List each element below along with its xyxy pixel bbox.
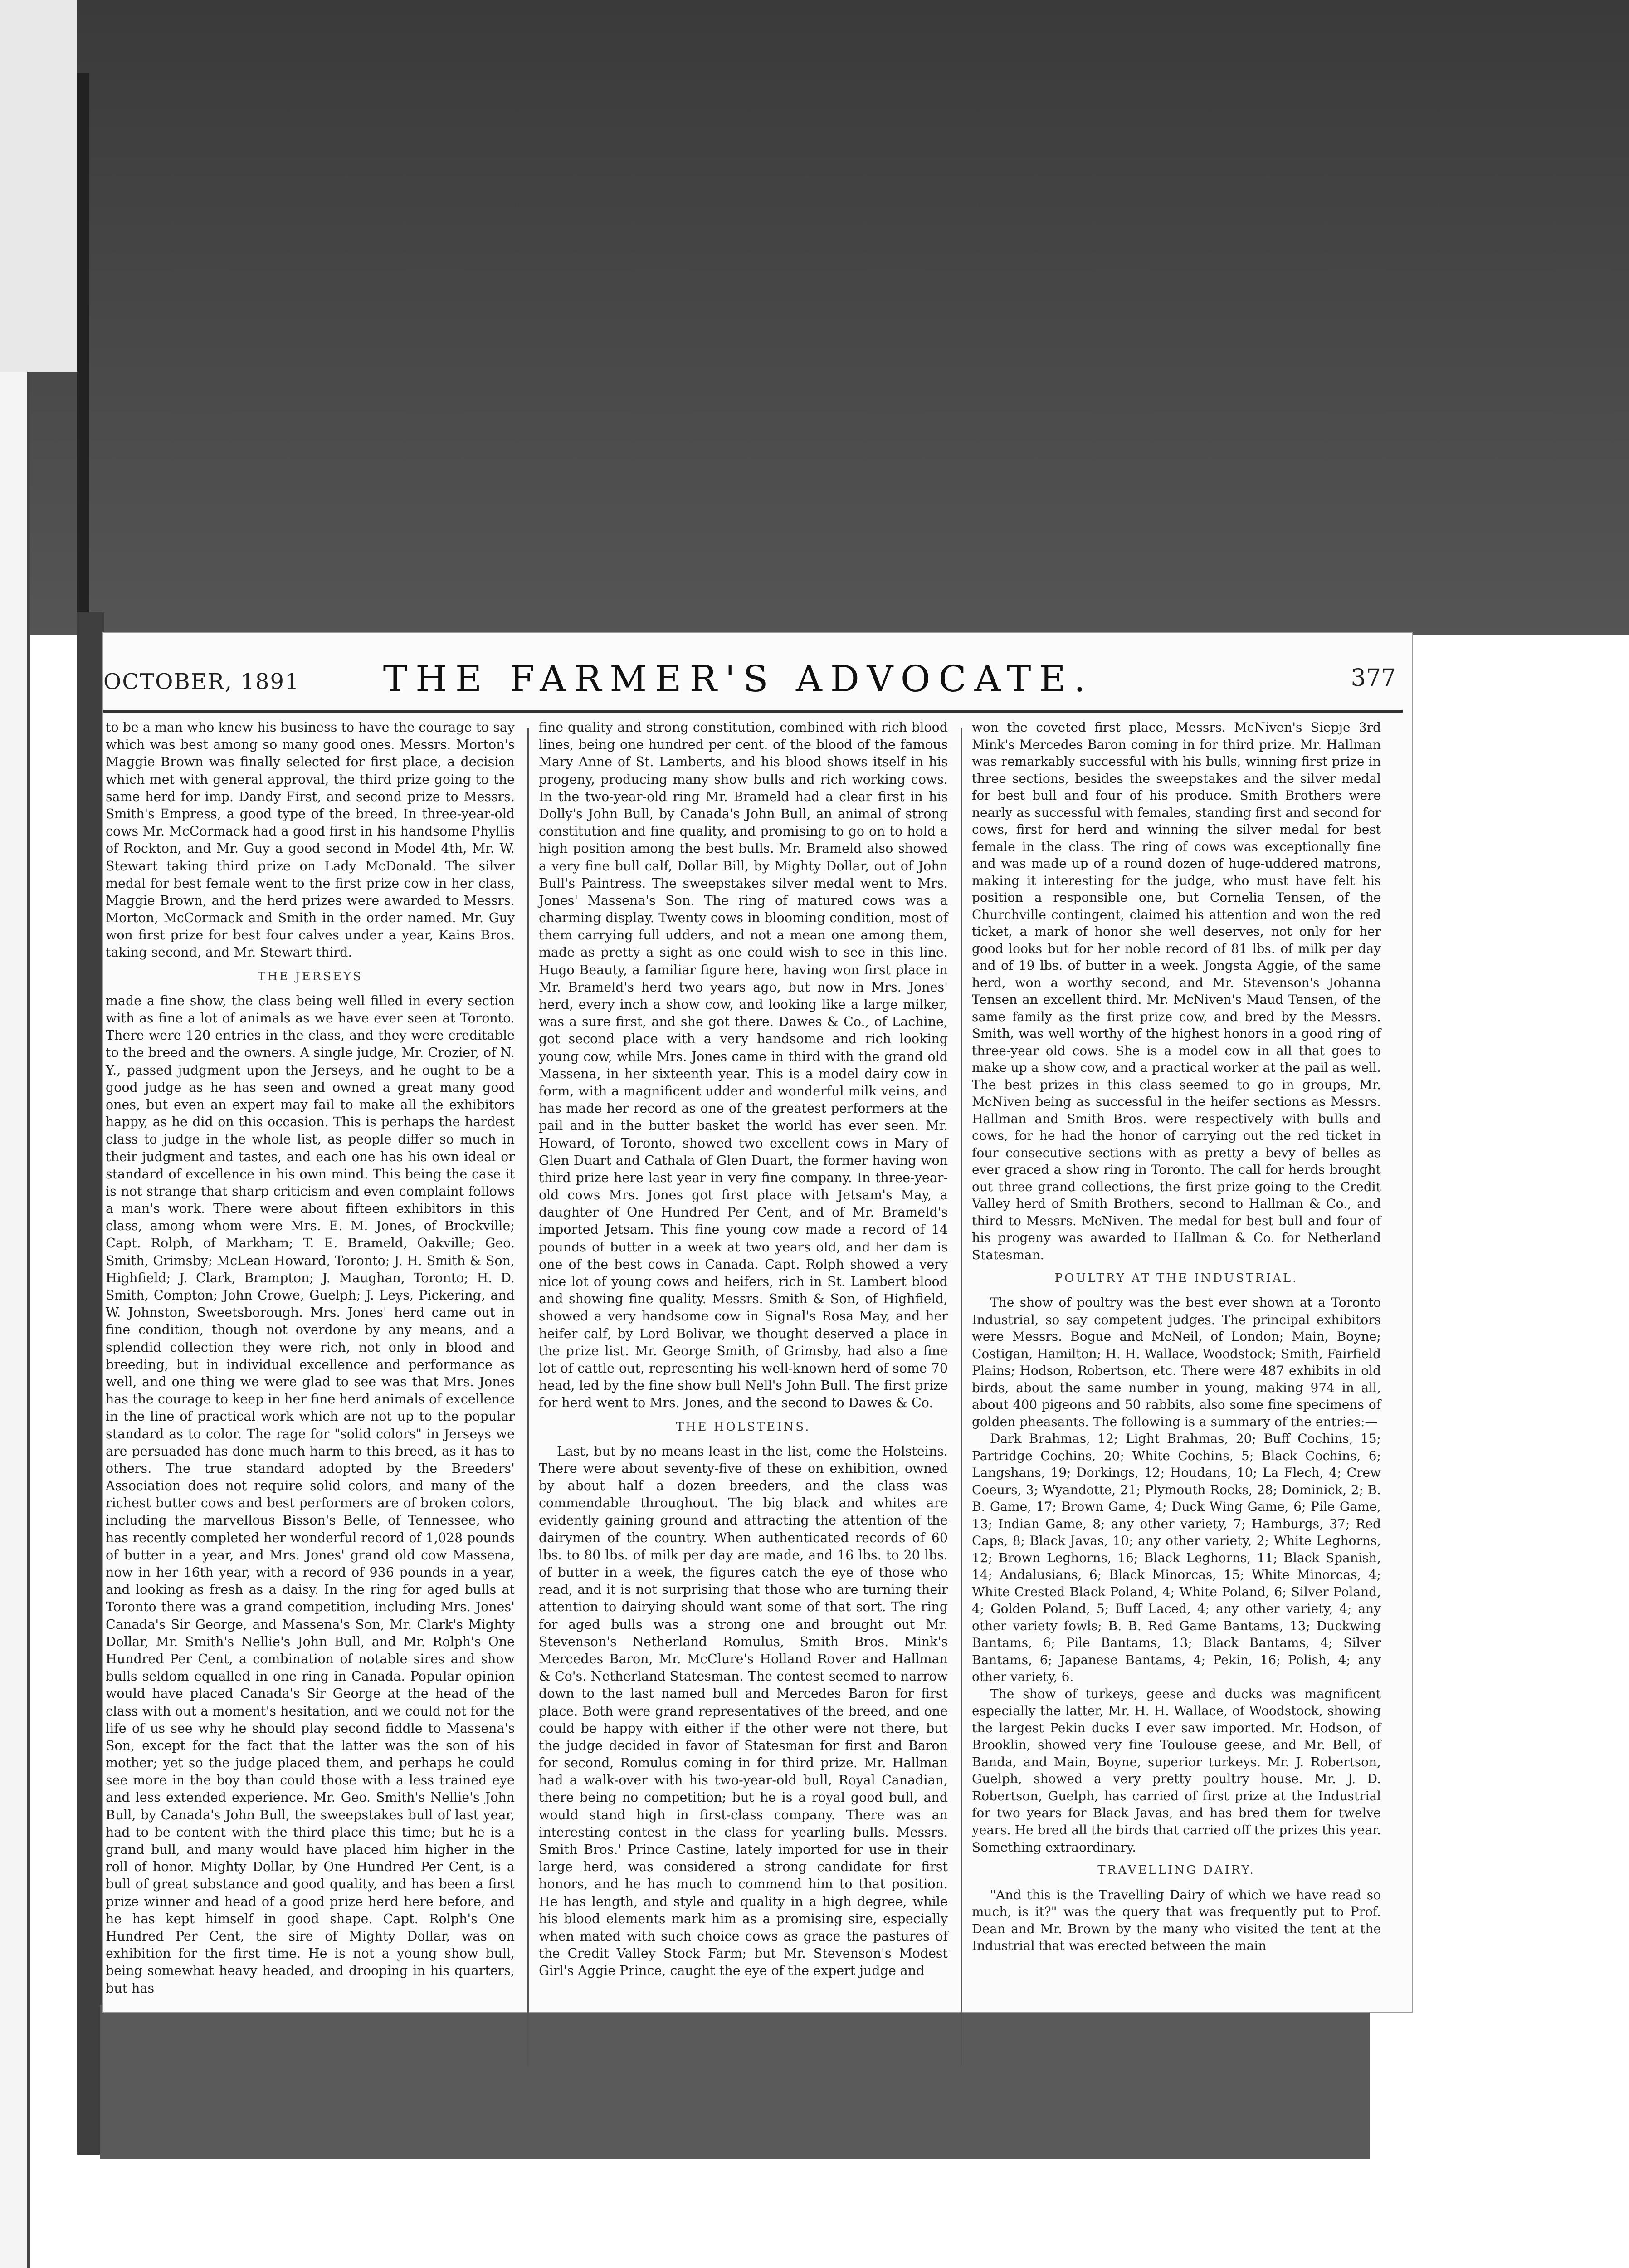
article-paragraph: Last, but by no means least in the list, come the Holsteins. There were about seventy-five of these on exhibition, owned by about half a dozen breeders, and the class was commendable throughout. The big black and whites are evidently gaining ground and attracting the attention of the dairymen of the country. When authenticated records of 60 lbs. to 80 lbs. of milk per day are made, and 16 lbs. to 20 lbs. of butter in a week, the figures catch the eye of those who read, and it is not surprising that those who are turning their attention to dairying should want some of that sort. The ring for aged bulls was a strong one and brought out Mr. Stevenson's Netherland Romulus, Smith Bros. Mink's Mercedes Baron, Mr. McClure's Holland Rover and Hallman & Co's. Netherland Statesman. The contest seemed to narrow down to the last named bull and Mercedes Baron for first place. Both were grand representatives of the breed, and one could be happy with either if the other were not there, but the judge decided in favor of Statesman for first and Baron for second, Romulus coming in for third prize. Mr. Hallman had a walk-over with his two-year-old bull, Royal Canadian, there being no competition; but he is a royal good bull, and would stand high in first-class company. There was an interesting contest in the class for yearling bulls. Messrs. Smith Bros.' Prince Castine, lately imported for use in their large herd, was considered a strong candidate for first honors, and he has much to commend him to that position. He has length, and style and quality in a high degree, while his blood elements mark him as a promising sire, especially when mated with such choice cows as grace the pastures of the Credit Valley Stock Farm; but Mr. Stevenson's Modest Girl's Aggie Prince, caught the eye of the expert judge and bbox=[539, 1443, 948, 1979]
section-subheading: THE HOLSTEINS. bbox=[676, 1420, 811, 1434]
column-divider bbox=[527, 728, 529, 2066]
masthead bbox=[103, 633, 1412, 717]
section-subheading: THE JERSEYS bbox=[257, 969, 363, 983]
article-paragraph: fine quality and strong constitution, combined with rich blood lines, being one hundred per cent. of the blood of the famous Mary Anne of St. Lamberts, and his blood shows itself in his progeny, producing many show bulls and rich working cows. In the two-year-old ring Mr. Brameld had a clear first in his Dolly's John Bull, by Canada's John Bull, an animal of strong constitution and fine quality, and promising to go on to hold a high position among the best bulls. Mr. Brameld also showed a very fine bull calf, Dollar Bill, by Mighty Dollar, out of John Bull's Paintress. The sweepstakes silver medal went to Mrs. Jones' Massena's Son. The ring of matured cows was a charming display. Twenty cows in blooming condition, most of them carrying full udders, and not a mean one among them, made as pretty a sight as one could wish to see in this line. Hugo Beauty, a familiar figure here, having won first place in Mr. Brameld's herd two years ago, but now in Mrs. Jones' herd, every inch a show cow, and looking like a large milker, was a sure first, and she got there. Dawes & Co., of Lachine, got second place with a very handsome and rich looking young cow, while Mrs. Jones came in third with the grand old Massena, in her sixteenth year. This is a model dairy cow in form, with a magnificent udder and wonderful milk veins, and has made her record as one of the greatest performers at the pail and in the butter basket the world has ever seen. Mr. Howard, of Toronto, showed two excellent cows in Mary of Glen Duart and Cathala of Glen Duart, the former having won third prize here last year in very fine company. In three-year-old cows Mrs. Jones got first place with Jetsam's May, a daughter of One Hundred Per Cent, and of Mr. Brameld's imported Jetsam. This fine young cow made a record of 14 pounds of butter in a week at two years old, and her dam is one of the best cows in Canada. Capt. Rolph showed a very nice lot of young cows and heifers, rich in St. Lambert blood and showing fine quality. Messrs. Smith & Son, of Highfield, showed a very handsome cow in Signal's Rosa May, and her heifer calf, by Lord Bolivar, we thought deserved a place in the prize list. Mr. George Smith, of Grimsby, had also a fine lot of cattle out, representing his well-known herd of some 70 head, led by the fine show bull Nell's John Bull. The first prize for herd went to Mrs. Jones, and the second to Dawes & Co. bbox=[539, 720, 948, 1411]
previous-page-fragment bbox=[0, 0, 77, 372]
columns-area bbox=[103, 719, 1412, 2007]
scanner-background bbox=[0, 0, 1629, 635]
article-column-3 bbox=[972, 719, 1381, 1955]
newspaper-page bbox=[103, 633, 1412, 2012]
masthead-rule bbox=[103, 710, 1403, 713]
article-paragraph: The show of turkeys, geese and ducks was magnificent especially the latter, Mr. H. H. Wallace, of Woodstock, showing the largest Pekin ducks I ever saw imported. Mr. Hodson, of Brooklin, showed very fine Toulouse geese, and Mr. Bell, of Banda, and Main, Boyne, superior turkeys. Mr. J. Robertson, Guelph, showed a very pretty poultry house. Mr. J. D. Robertson, Guelph, has carried of first prize at the Industrial for two years for Black Javas, and has bred them for twelve years. He bred all the birds that carried off the prizes this year. Something extraordinary. bbox=[972, 1686, 1381, 1855]
page-number: 377 bbox=[1351, 665, 1396, 692]
scanner-left-strip bbox=[0, 372, 30, 2268]
section-subheading: TRAVELLING DAIRY. bbox=[1097, 1863, 1255, 1877]
column-divider bbox=[961, 728, 962, 2066]
section-subheading: POULTRY AT THE INDUSTRIAL. bbox=[1054, 1271, 1298, 1285]
article-paragraph: won the coveted first place, Messrs. McNiven's Siepje 3rd Mink's Mercedes Baron coming in for third prize. Mr. Hallman was remarkably successful with his bulls, winning first prize in three sections, besides the sweepstakes and the silver medal for best bull and four of his produce. Smith Brothers were nearly as successful with females, standing first and second for cows, first for herd and winning the silver medal for best female in the class. The ring of cows was exceptionally fine and was made up of a round dozen of huge-uddered matrons, making it interesting for the judge, who must have felt his position a responsible one, but Cornelia Tensen, of the Churchville contingent, claimed his attention and won the red ticket, a mark of honor she well deserves, not only for her good looks but for her noble record of 81 lbs. of milk per day and of 19 lbs. of butter in a week. Jongsta Aggie, of the same herd, won a worthy second, and Mr. Stevenson's Johanna Tensen an excellent third. Mr. McNiven's Maud Tensen, of the same family as the first prize cow, and bred by the Messrs. Smith, was well worthy of the highest honors in a good ring of three-year old cows. She is a model cow in all that goes to make up a show cow, and a practical worker at the pail as well. The best prizes in this class seemed to go in groups, Mr. McNiven being as successful in the heifer sections as Messrs. Hallman and Smith Bros. were respectively with bulls and cows, for he had the honor of carrying out the red ticket in four consecutive sections with as pretty a bevy of belles as ever graced a show ring in Toronto. The call for herds brought out three grand collections, the first prize going to the Credit Valley herd of Smith Brothers, second to Hallman & Co., and third to Messrs. McNiven. The medal for best bull and four of his progeny was awarded to Hallman & Co. for Netherland Statesman. bbox=[972, 720, 1381, 1262]
article-column-1 bbox=[106, 719, 515, 1997]
article-paragraph: to be a man who knew his business to have the courage to say which was best among so many good ones. Messrs. Morton's Maggie Brown was finally selected for first place, a decision which met with general approval, the third prize going to the same herd for imp. Dandy First, and second prize to Messrs. Smith's Empress, a good type of the breed. In three-year-old cows Mr. McCormack had a good first in his handsome Phyllis of Rockton, and Mr. Guy a good second in Model 4th, Mr. W. Stewart taking third prize on Lady McDonald. The silver medal for best female went to the first prize cow in her class, Maggie Brown, and the herd prizes were awarded to Messrs. Morton, McCormack and Smith in the order named. Mr. Guy won first prize for best four calves under a year, Kains Bros. taking second, and Mr. Stewart third. bbox=[106, 720, 515, 960]
page-edge-shadow bbox=[77, 612, 104, 2155]
page-bottom-shadow bbox=[100, 2005, 1370, 2159]
article-paragraph: Dark Brahmas, 12; Light Brahmas, 20; Buff Cochins, 15; Partridge Cochins, 20; White Cochins, 5; Black Cochins, 6; Langshans, 19; Dorkings, 12; Houdans, 10; La Flech, 4; Crew Coeurs, 3; Wyandotte, 21; Plymouth Rocks, 28; Dominick, 2; B. B. Game, 17; Brown Game, 4; Duck Wing Game, 6; Pile Game, 13; Indian Game, 8; any other variety, 7; Hamburgs, 37; Red Caps, 8; Black Javas, 10; any other variety, 2; White Leghorns, 12; Brown Leghorns, 16; Black Leghorns, 11; Black Spanish, 14; Andalusians, 6; Black Minorcas, 15; White Minorcas, 4; White Crested Black Poland, 4; White Poland, 6; Silver Poland, 4; Golden Poland, 5; Buff Laced, 4; any other variety, 4; any other variety fowls; B. B. Red Game Bantams, 13; Duckwing Bantams, 6; Pile Bantams, 13; Black Bantams, 4; Silver Bantams, 6; Japanese Bantams, 4; Pekin, 16; Polish, 4; any other variety, 6. bbox=[972, 1431, 1381, 1685]
article-paragraph: "And this is the Travelling Dairy of which we have read so much, is it?" was the query that was frequently put to Prof. Dean and Mr. Brown by the many who visited the tent at the Industrial that was erected between the main bbox=[972, 1887, 1381, 1954]
article-column-2 bbox=[539, 719, 948, 1980]
issue-date: OCTOBER, 1891 bbox=[103, 669, 300, 694]
article-paragraph: made a fine show, the class being well filled in every section with as fine a lot of animals as we have ever seen at Toronto. There were 120 entries in the class, and they were creditable to the breed and the owners. A single judge, Mr. Crozier, of N. Y., passed judgment upon the Jerseys, and he ought to be a good judge as he has seen and owned a great many good ones, but even an expert may fail to make all the exhibitors happy, as he did on this occasion. This is perhaps the hardest class to judge in the whole list, as people differ so much in their judgment and tastes, and each one has his own ideal or standard of excellence in his own mind. This being the case it is not strange that sharp criticism and even complaint follows a man's work. There were about fifteen exhibitors in this class, among whom were Mrs. E. M. Jones, of Brockville; Capt. Rolph, of Markham; T. E. Brameld, Oakville; Geo. Smith, Grimsby; McLean Howard, Toronto; J. H. Smith & Son, Highfield; J. Clark, Brampton; J. Maughan, Toronto; H. D. Smith, Compton; John Crowe, Guelph; J. Leys, Pickering, and W. Johnston, Sweetsborough. Mrs. Jones' herd came out in fine condition, though not overdone by any means, and a splendid collection they were rich, not only in blood and breeding, but in individual excellence and performance as well, and one thing we were glad to see was that Mrs. Jones has the courage to keep in her fine herd animals of excellence in the line of practical work which are not up to the popular standard as to color. The rage for "solid colors" in Jerseys we are persuaded has done much harm to this breed, as it has to others. The true standard adopted by the Breeders' Association does not require solid colors, and many of the richest butter cows and best performers are of broken colors, including the marvellous Bisson's Belle, of Tennessee, who has recently completed her wonderful record of 1,028 pounds of butter in a year, and Mrs. Jones' grand old cow Massena, now in her 16th year, with a record of 936 pounds in a year, and looking as fresh as a daisy. In the ring for aged bulls at Toronto there was a grand competition, including Mrs. Jones' Canada's Sir George, and Massena's Son, Mr. Clark's Mighty Dollar, Mr. Smith's Nellie's John Bull, and Mr. Rolph's One Hundred Per Cent, a combination of notable sires and show bulls seldom equalled in one ring in Canada. Popular opinion would have placed Canada's Sir George at the head of the class with out a moment's hesitation, and we could not for the life of us see why he should play second fiddle to Massena's Son, except for the fact that the latter was the son of his mother; yet so the judge placed them, and perhaps he could see more in the boy than could those with a less trained eye and less extended experience. Mr. Geo. Smith's Nellie's John Bull, by Canada's John Bull, the sweepstakes bull of last year, had to be content with the third place this time; but he is a grand bull, and many would have placed him higher in the roll of honor. Mighty Dollar, by One Hundred Per Cent, is a bull of great substance and good quality, and has been a first prize winner and head of a good prize herd here before, and he has kept himself in good shape. Capt. Rolph's One Hundred Per Cent, the sire of Mighty Dollar, was on exhibition for the first time. He is not a young show bull, being somewhat heavy headed, and drooping in his quarters, but has bbox=[106, 993, 515, 1996]
publication-title: THE FARMER'S ADVOCATE. bbox=[383, 658, 1094, 700]
article-paragraph: The show of poultry was the best ever shown at a Toronto Industrial, so say competent judges. The principal exhibitors were Messrs. Bogue and McNeil, of London; Main, Boyne; Costigan, Hamilton; H. H. Wallace, Woodstock; Smith, Fairfield Plains; Hodson, Robertson, etc. There were 487 exhibits in old birds, about the same number in young, making 974 in all, about 400 pigeons and 50 rabbits, also some fine specimens of golden pheasants. The following is a summary of the entries:— bbox=[972, 1295, 1381, 1429]
